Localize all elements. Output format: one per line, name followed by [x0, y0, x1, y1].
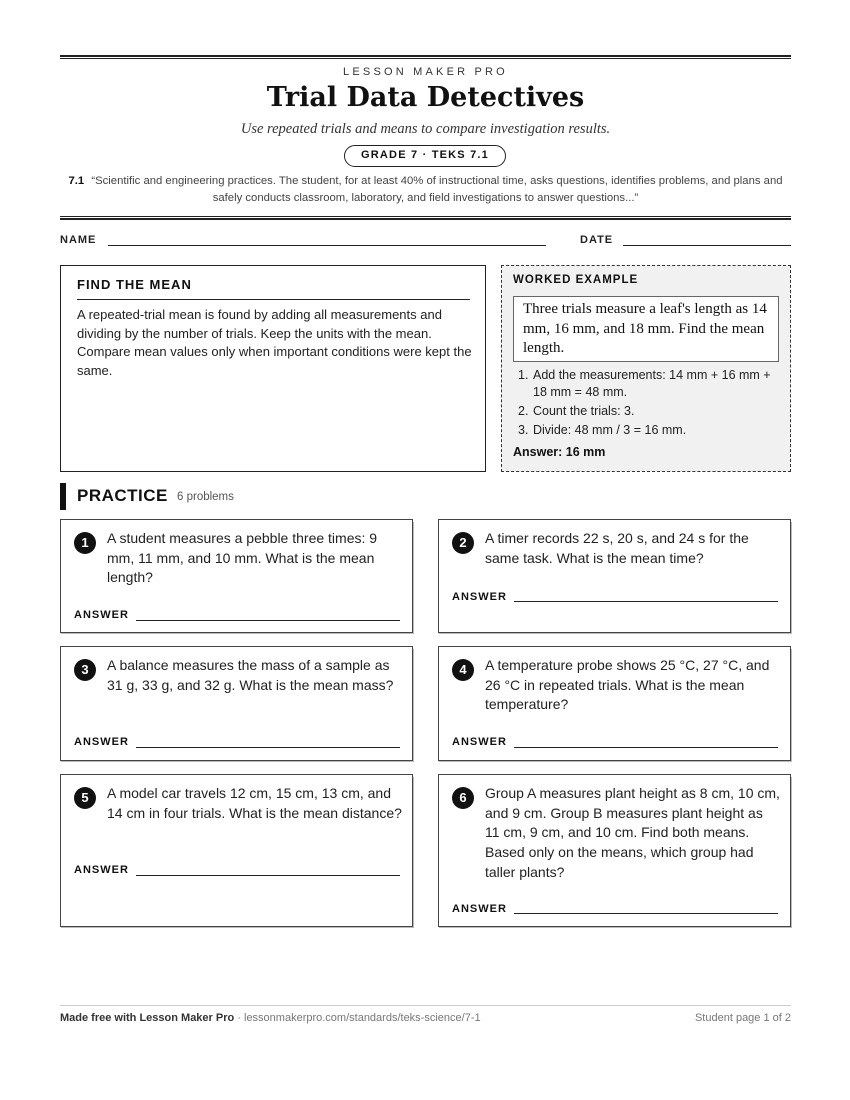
problem-card-6: [438, 774, 791, 927]
name-label: NAME: [60, 234, 97, 246]
problem-text: Group A measures plant height as 8 cm, 10 cm, and 9 cm. Group B measures plant height as 11 cm, 9 cm, and 10 cm. Find both means. Based only on the means, which group had taller plants?: [485, 785, 780, 880]
problem-text: A student measures a pebble three times: 9 mm, 11 mm, and 10 mm. What is the mean length?: [107, 530, 378, 586]
worked-example-box: [501, 265, 791, 472]
problem-number-badge: 5: [74, 787, 96, 809]
answer-label: ANSWER: [452, 591, 507, 603]
problem-card-2: [438, 519, 791, 633]
worked-example-problem: Three trials measure a leaf's length as 14 mm, 16 mm, and 18 mm. Find the mean length.: [513, 296, 779, 362]
answer-label: ANSWER: [452, 903, 507, 915]
practice-accent-bar: [60, 483, 66, 510]
find-the-mean-title: FIND THE MEAN: [77, 277, 192, 292]
problem-card-5: [60, 774, 413, 927]
answer-label: ANSWER: [74, 609, 129, 621]
name-field[interactable]: [108, 245, 546, 246]
standard-text: “Scientific and engineering practices. The student, for at least 40% of instructional time, asks questions, identifies problems, and plans and safely conducts classroom, laboratory, and field investigations to answer questions...”: [91, 175, 783, 204]
brand-name: LESSON MAKER PRO: [343, 66, 508, 78]
practice-count: 6 problems: [177, 491, 234, 503]
problem-text: A balance measures the mass of a sample as 31 g, 33 g, and 32 g. What is the mean mass?: [107, 657, 394, 693]
problem-number-badge: 3: [74, 659, 96, 681]
answer-field[interactable]: [514, 913, 778, 914]
answer-label: ANSWER: [74, 736, 129, 748]
header-double-rule: [60, 216, 791, 220]
worked-step: 1. Add the measurements: 14 mm + 16 mm + 18 mm = 48 mm.: [518, 368, 771, 399]
answer-field[interactable]: [136, 620, 400, 621]
problem-text: A model car travels 12 cm, 15 cm, 13 cm, and 14 cm in four trials. What is the mean distance?: [107, 785, 402, 821]
answer-field[interactable]: [514, 747, 778, 748]
find-the-mean-text: A repeated-trial mean is found by adding all measurements and dividing by the number of trials. Keep the units with the mean. Compare mean values only when important conditions were kept the same.: [77, 307, 472, 378]
problem-text: A temperature probe shows 25 °C, 27 °C, and 26 °C in repeated trials. What is the mean temperature?: [485, 657, 770, 713]
footer-credit: [60, 1012, 481, 1024]
problem-text: A timer records 22 s, 20 s, and 24 s for the same task. What is the mean time?: [485, 530, 749, 566]
grade-badge: GRADE 7 · TEKS 7.1: [344, 145, 506, 167]
worked-step: 2. Count the trials: 3.: [518, 404, 635, 418]
footer-divider: [60, 1005, 791, 1006]
footer-made-with: Made free with Lesson Maker Pro: [60, 1012, 235, 1024]
problem-number-badge: 2: [452, 532, 474, 554]
worked-example-answer: Answer: 16 mm: [513, 445, 606, 459]
problem-card-3: [60, 646, 413, 761]
page-indicator: Student page 1 of 2: [694, 1012, 791, 1024]
top-double-rule: [60, 55, 791, 59]
page-title: Trial Data Detectives: [266, 82, 585, 113]
find-the-mean-box: [60, 265, 486, 472]
worked-example-steps: [518, 367, 780, 441]
problem-card-1: [60, 519, 413, 633]
worked-step: 3. Divide: 48 mm / 3 = 16 mm.: [518, 423, 687, 437]
practice-title: PRACTICE: [77, 486, 168, 505]
date-label: DATE: [580, 234, 614, 246]
answer-label: ANSWER: [74, 864, 129, 876]
problem-card-4: [438, 646, 791, 761]
worked-example-title: WORKED EXAMPLE: [513, 274, 639, 286]
answer-label: ANSWER: [452, 736, 507, 748]
problem-number-badge: 1: [74, 532, 96, 554]
problem-number-badge: 4: [452, 659, 474, 681]
page-subtitle: Use repeated trials and means to compare investigation results.: [240, 121, 611, 137]
footer-link[interactable]: · lessonmakerpro.com/standards/teks-science/7-1: [234, 1012, 481, 1024]
answer-field[interactable]: [136, 875, 400, 876]
answer-field[interactable]: [136, 747, 400, 748]
problem-number-badge: 6: [452, 787, 474, 809]
standard-code: 7.1: [68, 175, 85, 187]
date-field[interactable]: [623, 245, 791, 246]
answer-field[interactable]: [514, 601, 778, 602]
standard-statement: [60, 173, 791, 207]
find-the-mean-divider: [77, 299, 470, 300]
